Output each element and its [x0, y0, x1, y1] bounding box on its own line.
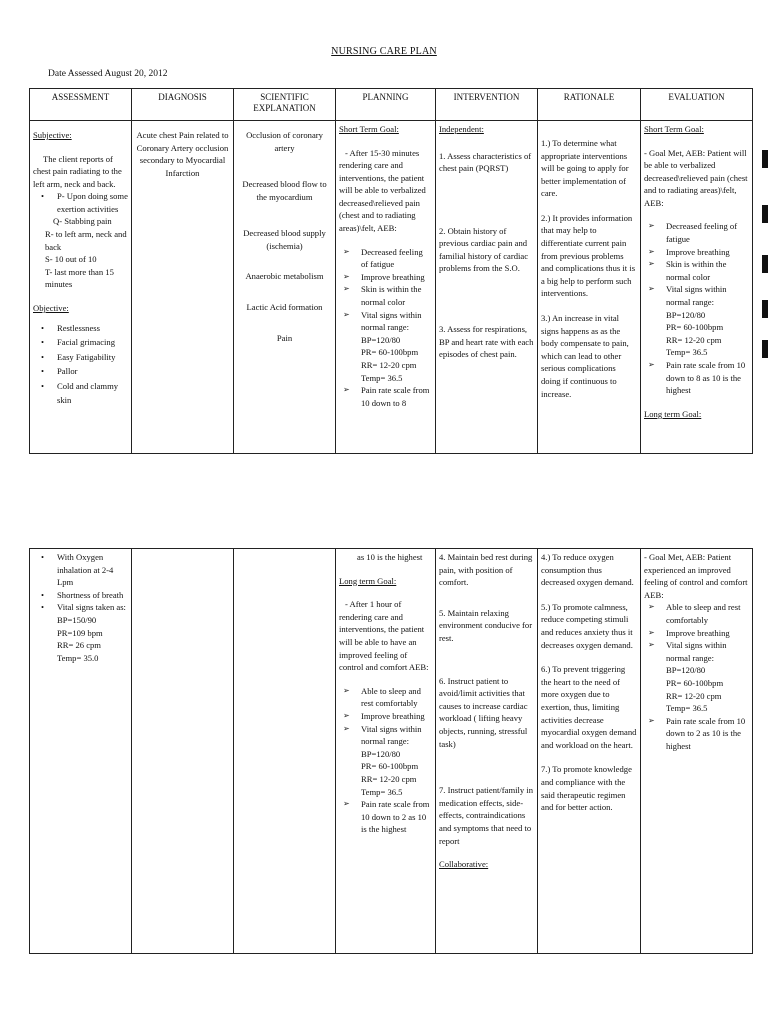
- vital-sign: PR= 60-100bpm: [361, 761, 419, 772]
- document-title: NURSING CARE PLAN: [331, 46, 437, 57]
- subjective-label: Subjective:: [33, 129, 72, 140]
- vital-sign: PR=109 bpm: [57, 627, 103, 638]
- evaluation-item: ➢ Skin is within the normal color: [644, 258, 749, 283]
- goal-item: ➢ Skin is within the normal color: [339, 283, 432, 308]
- assessment-cell: [30, 549, 132, 954]
- scientific-explanation-cell: [234, 549, 336, 954]
- vital-sign: Temp= 35.0: [57, 652, 99, 663]
- planning-cell: [336, 549, 436, 954]
- goal-item: ➢ Vital signs within normal range:: [339, 309, 432, 334]
- scientific-step: Lactic Acid formation: [246, 302, 323, 313]
- evaluation-item: ➢ Improve breathing: [644, 627, 749, 640]
- vital-sign: BP=120/80: [361, 334, 401, 345]
- care-plan-table-page-2: [29, 548, 753, 954]
- table-row: [30, 549, 753, 954]
- page-edge-mark: [762, 340, 768, 358]
- date-assessed: Date Assessed August 20, 2012: [48, 69, 168, 79]
- long-term-goal-label: Long term Goal:: [339, 575, 397, 586]
- intervention-item: 6. Instruct patient to avoid/limit activities that causes to increase cardiac workload ( lifting heavy objects, running, stressful task): [439, 675, 528, 749]
- diagnosis-cell: [132, 549, 234, 954]
- header-planning: PLANNING: [336, 89, 436, 121]
- table-row: [30, 120, 753, 453]
- long-term-goal-label: Long term Goal:: [644, 408, 702, 419]
- vital-sign: PR= 60-100bpm: [361, 347, 419, 358]
- rationale-item: 1.) To determine what appropriate interventions will be going to apply for better implementation of care.: [541, 137, 629, 199]
- rationale-item: 5.) To promote calmness, reduce competing stimuli and reduces anxiety thus it decreases oxygen demand.: [541, 601, 633, 650]
- vital-sign: PR= 60-100bpm: [666, 677, 724, 688]
- pqrst-item: R- to left arm, neck and back: [45, 229, 127, 252]
- vital-sign: BP=150/90: [57, 614, 97, 625]
- goal-item: ➢ Decreased feeling of fatigue: [339, 246, 432, 271]
- objective-item: • Facial grimacing: [33, 335, 128, 350]
- intervention-item: 2. Obtain history of previous cardiac pain and familial history of cardiac problems from the S.O.: [439, 225, 529, 274]
- goal-item: ➢ Vital signs within normal range:: [339, 723, 432, 748]
- evaluation-long-text: - Goal Met, AEB: Patient experienced an improved feeling of control and comfort AEB:: [644, 552, 748, 600]
- vital-sign: RR= 12-20 cpm: [666, 334, 722, 345]
- evaluation-item: ➢ Vital signs within normal range:: [644, 283, 749, 308]
- rationale-item: 2.) It provides information that may help to differentiate current pain from previous problems and complications thus it is a big help to perform such interventions.: [541, 212, 636, 299]
- rationale-cell: [538, 120, 641, 453]
- vital-sign: RR= 26 cpm: [57, 640, 101, 651]
- assessment-cell: [30, 120, 132, 453]
- objective-item: • Vital signs taken as:: [33, 601, 128, 614]
- objective-item: • Cold and clammy skin: [33, 379, 128, 408]
- evaluation-item: ➢ Decreased feeling of fatigue: [644, 220, 749, 245]
- evaluation-item: ➢ Vital signs within normal range:: [644, 639, 749, 664]
- scientific-step: Occlusion of coronary artery: [246, 129, 323, 153]
- scientific-step: Decreased blood flow to the myocardium: [242, 179, 327, 202]
- scientific-step: Pain: [276, 332, 293, 343]
- vital-sign: RR= 12-20 cpm: [361, 360, 417, 371]
- collaborative-label: Collaborative:: [439, 859, 489, 870]
- page-edge-mark: [762, 205, 768, 223]
- intervention-item: 7. Instruct patient/family in medication effects, side-effects, contraindications and symptoms that need to report: [439, 785, 534, 846]
- goal-item: ➢ Improve breathing: [339, 271, 432, 284]
- independent-label: Independent:: [439, 123, 484, 134]
- rationale-item: 3.) An increase in vital signs happens as as the body compensate to pain, which can lead to other serious complications doing if continuous to increase.: [541, 313, 629, 399]
- evaluation-item: ➢ Pain rate scale from 10 down to 2 as 10 is the highest: [644, 715, 749, 753]
- vital-sign: PR= 60-100bpm: [666, 322, 724, 333]
- intervention-item: 3. Assess for respirations, BP and heart rate with each episodes of chest pain.: [439, 324, 534, 360]
- evaluation-item: ➢ Pain rate scale from 10 down to 8 as 10 is the highest: [644, 359, 749, 397]
- evaluation-item: ➢ Improve breathing: [644, 246, 749, 259]
- header-evaluation: EVALUATION: [641, 89, 753, 121]
- page-edge-mark: [762, 255, 768, 273]
- intervention-item: 4. Maintain bed rest during pain, with position of comfort.: [439, 552, 533, 588]
- rationale-item: 7.) To promote knowledge and compliance with the said therapeutic regimen and for better action.: [541, 764, 632, 813]
- pqrst-item: • P- Upon doing some exertion activities: [33, 190, 128, 215]
- vital-sign: RR= 12-20 cpm: [666, 690, 722, 701]
- intervention-item: 5. Maintain relaxing environment conducive for rest.: [439, 607, 533, 643]
- scientific-step: Decreased blood supply (ischemia): [243, 228, 326, 251]
- diagnosis-text: Acute chest Pain related to Coronary Artery occlusion secondary to Myocardial Infarction: [136, 129, 229, 178]
- header-intervention: INTERVENTION: [436, 89, 538, 121]
- objective-item: • Restlessness: [33, 321, 128, 336]
- planning-cell: [336, 120, 436, 453]
- evaluation-short-text: - Goal Met, AEB: Patient will be able to verbalized decreased\relieved pain (chest and to radiating areas)\felt, AEB:: [644, 147, 748, 208]
- vital-sign: BP=120/80: [666, 665, 706, 676]
- short-term-goal-label: Short Term Goal:: [644, 123, 704, 134]
- objective-item: • Pallor: [33, 364, 128, 379]
- evaluation-item: ➢ Able to sleep and rest comfortably: [644, 601, 749, 626]
- goal-item: ➢ Pain rate scale from 10 down to 8: [339, 384, 432, 409]
- vital-sign: BP=120/80: [666, 309, 706, 320]
- goal-item: ➢ Able to sleep and rest comfortably: [339, 685, 432, 710]
- header-rationale: RATIONALE: [538, 89, 641, 121]
- page-edge-mark: [762, 300, 768, 318]
- objective-label: Objective:: [33, 303, 69, 314]
- intervention-cell: [436, 120, 538, 453]
- objective-item: • Shortness of breath: [33, 589, 128, 602]
- header-scientific-explanation: SCIENTIFIC EXPLANATION: [234, 89, 336, 121]
- intervention-item: 1. Assess characteristics of chest pain (PQRST): [439, 150, 532, 174]
- header-diagnosis: DIAGNOSIS: [132, 89, 234, 121]
- long-term-goal-text: - After 1 hour of rendering care and interventions, the patient will be able to have an improved feeling of control and comfort AEB:: [339, 599, 429, 673]
- header-assessment: ASSESSMENT: [30, 89, 132, 121]
- scientific-step: Anaerobic metabolism: [245, 271, 324, 282]
- short-term-goal-text: - After 15-30 minutes rendering care and interventions, the patient will be able to verbalized decreased\relieved pain (chest and to radiating areas)\felt, AEB:: [339, 147, 426, 234]
- pqrst-item: S- 10 out of 10: [45, 254, 97, 265]
- short-term-goal-label: Short Term Goal:: [339, 123, 399, 134]
- pain-scale-continued: as 10 is the highest: [357, 552, 423, 562]
- rationale-item: 4.) To reduce oxygen consumption thus decreased oxygen demand.: [541, 552, 634, 588]
- vital-sign: Temp= 36.5: [361, 372, 403, 383]
- pqrst-item: Q- Stabbing pain: [53, 216, 112, 227]
- care-plan-table-page-1: [29, 88, 753, 454]
- diagnosis-cell: [132, 120, 234, 453]
- vital-sign: RR= 12-20 cpm: [361, 773, 417, 784]
- goal-item: ➢ Improve breathing: [339, 710, 432, 723]
- rationale-item: 6.) To prevent triggering the heart to the need of more oxygen due to exertion, thus, limiting activities decrease myocardial oxygen demand and workload on the heart.: [541, 664, 637, 750]
- subjective-text: The client reports of chest pain radiating to the left arm, neck and back.: [33, 153, 122, 189]
- scientific-explanation-cell: [234, 120, 336, 453]
- objective-item: • Easy Fatigability: [33, 350, 128, 365]
- page-edge-mark: [762, 150, 768, 168]
- vital-sign: BP=120/80: [361, 748, 401, 759]
- intervention-cell: [436, 549, 538, 954]
- vital-sign: Temp= 36.5: [666, 703, 708, 714]
- rationale-cell: [538, 549, 641, 954]
- header-row: [30, 89, 753, 121]
- evaluation-cell: [641, 549, 753, 954]
- pqrst-item: T- last more than 15 minutes: [45, 266, 114, 290]
- vital-sign: Temp= 36.5: [361, 786, 403, 797]
- evaluation-cell: [641, 120, 753, 453]
- objective-item: • With Oxygen inhalation at 2-4 Lpm: [33, 551, 128, 589]
- goal-item: ➢ Pain rate scale from 10 down to 2 as 10 is the highest: [339, 798, 432, 836]
- vital-sign: Temp= 36.5: [666, 347, 708, 358]
